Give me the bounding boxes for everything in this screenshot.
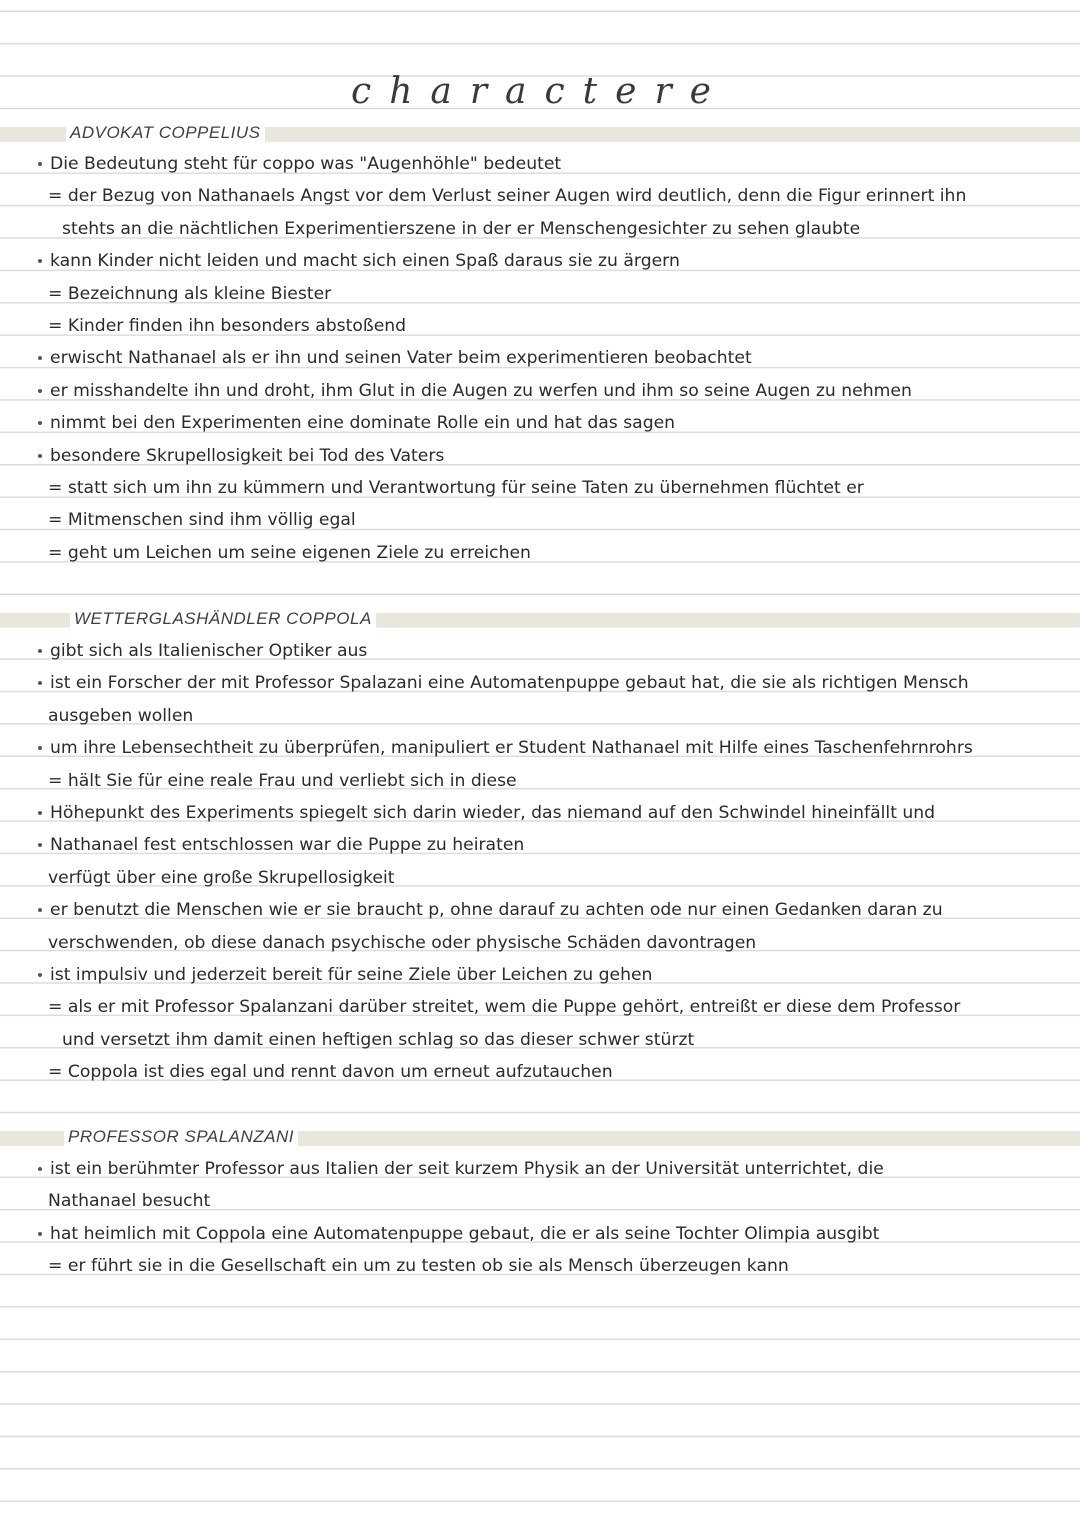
bullet-item [0, 375, 1080, 407]
bullet-item [0, 667, 1080, 699]
note-text: um ihre Lebensechtheit zu überprüfen, manipuliert er Student Nathanael mit Hilfe eines Taschenfehrnrohrs [50, 738, 973, 759]
bullet-dot-icon [38, 454, 42, 458]
note-text: erwischt Nathanael als er ihn und seinen Vater beim experimentieren beobachtet [50, 348, 752, 369]
bullet-item [0, 635, 1080, 667]
section-heading: PROFESSOR SPALANZANI [64, 1126, 298, 1148]
note-text: = als er mit Professor Spalanzani darüber streitet, wem die Puppe gehört, entreißt er diese dem Professor [48, 997, 961, 1018]
note-line [0, 537, 1080, 569]
note-text: Die Bedeutung steht für coppo was "Augenhöhle" bedeutet [50, 154, 562, 174]
note-text: ist ein Forscher der mit Professor Spalazani eine Automatenpuppe gebaut hat, die sie als richtigen Mensch [50, 673, 969, 694]
note-line [0, 700, 1080, 732]
note-line [0, 862, 1080, 894]
note-text: ist ein berühmter Professor aus Italien der seit kurzem Physik an der Universität unterrichtet, die [50, 1159, 884, 1179]
note-text: Nathanael fest entschlossen war die Puppe zu heiraten [50, 835, 525, 856]
note-line [0, 504, 1080, 536]
bullet-item [0, 1218, 1080, 1250]
bullet-dot-icon [38, 649, 42, 653]
note-line [0, 1185, 1080, 1217]
note-line [0, 472, 1080, 504]
bullet-item [0, 245, 1080, 277]
note-line [0, 1250, 1080, 1282]
note-line [0, 180, 1080, 212]
bullet-dot-icon [38, 356, 42, 360]
bullet-item [0, 407, 1080, 439]
bullet-dot-icon [38, 811, 42, 815]
note-line [0, 1024, 1080, 1056]
note-text: = Mitmenschen sind ihm völlig egal [48, 510, 356, 531]
bullet-dot-icon [38, 162, 42, 166]
bullet-dot-icon [38, 1232, 42, 1236]
bullet-item [0, 342, 1080, 374]
bullet-item [0, 797, 1080, 829]
bullet-dot-icon [38, 908, 42, 912]
note-text: verschwenden, ob diese danach psychische oder physische Schäden davontragen [48, 932, 757, 953]
note-text: Höhepunkt des Experiments spiegelt sich darin wieder, das niemand auf den Schwindel hineinfällt und [50, 803, 936, 823]
bullet-item [0, 959, 1080, 991]
bullet-dot-icon [38, 843, 42, 847]
note-text: gibt sich als Italienischer Optiker aus [50, 641, 368, 661]
note-text: = geht um Leichen um seine eigenen Ziele zu erreichen [48, 542, 531, 563]
note-text: = der Bezug von Nathanaels Angst vor dem Verlust seiner Augen wird deutlich, denn die Figur erinnert ihn [48, 186, 967, 207]
note-text: = hält Sie für eine reale Frau und verliebt sich in diese [48, 770, 517, 791]
section-heading: WETTERGLASHÄNDLER COPPOLA [70, 608, 376, 630]
bullet-item [0, 829, 1080, 861]
note-text: Nathanael besucht [48, 1191, 211, 1212]
note-text: kann Kinder nicht leiden und macht sich einen Spaß daraus sie zu ärgern [50, 251, 680, 272]
bullet-dot-icon [38, 1167, 42, 1171]
page-title: charactere [351, 71, 729, 112]
note-text: und versetzt ihm damit einen heftigen schlag so das dieser schwer stürzt [62, 1029, 695, 1050]
note-text: ist impulsiv und jederzeit bereit für seine Ziele über Leichen zu gehen [50, 965, 653, 985]
note-text: ausgeben wollen [48, 705, 194, 726]
note-text: verfügt über eine große Skrupellosigkeit [48, 867, 395, 888]
note-text: hat heimlich mit Coppola eine Automatenpuppe gebaut, die er als seine Tochter Olimpia ausgibt [50, 1223, 880, 1244]
note-line [0, 278, 1080, 310]
bullet-dot-icon [38, 421, 42, 425]
note-line [0, 765, 1080, 797]
note-text: = statt sich um ihn zu kümmern und Verantwortung für seine Taten zu übernehmen flüchtet er [48, 478, 864, 498]
bullet-item [0, 894, 1080, 926]
note-line [0, 927, 1080, 959]
note-text: er benutzt die Menschen wie er sie braucht p, ohne darauf zu achten ode nur einen Gedanken daran zu [50, 900, 943, 921]
bullet-dot-icon [38, 389, 42, 393]
bullet-item [0, 440, 1080, 472]
bullet-dot-icon [38, 259, 42, 263]
note-line [0, 991, 1080, 1023]
section-heading: ADVOKAT COPPELIUS [66, 122, 265, 144]
note-line [0, 310, 1080, 342]
note-text: = Coppola ist dies egal und rennt davon um erneut aufzutauchen [48, 1062, 613, 1083]
note-text: = Bezeichnung als kleine Biester [48, 283, 332, 304]
bullet-item [0, 148, 1080, 180]
note-line [0, 213, 1080, 245]
note-text: stehts an die nächtlichen Experimentierszene in der er Menschengesichter zu sehen glaubte [62, 218, 861, 239]
bullet-item [0, 732, 1080, 764]
note-line [0, 1056, 1080, 1088]
note-text: er misshandelte ihn und droht, ihm Glut in die Augen zu werfen und ihm so seine Augen zu nehmen [50, 380, 912, 401]
note-text: nimmt bei den Experimenten eine dominate Rolle ein und hat das sagen [50, 413, 676, 434]
note-text: besondere Skrupellosigkeit bei Tod des Vaters [50, 445, 445, 466]
bullet-dot-icon [38, 973, 42, 977]
bullet-dot-icon [38, 681, 42, 685]
bullet-item [0, 1153, 1080, 1185]
bullet-dot-icon [38, 746, 42, 750]
note-text: = er führt sie in die Gesellschaft ein um zu testen ob sie als Mensch überzeugen kann [48, 1256, 789, 1277]
note-text: = Kinder finden ihn besonders abstoßend [48, 316, 407, 336]
